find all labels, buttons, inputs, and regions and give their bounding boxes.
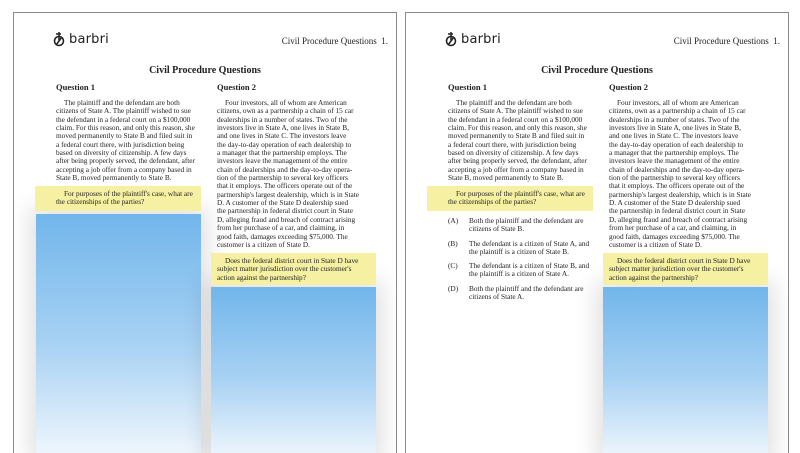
text-line: a federal court there, with jurisdiction being — [448, 139, 577, 149]
text-line: Both the plaintiff and the defendant are — [469, 283, 584, 293]
text-line: citizens of State B. — [469, 224, 525, 234]
text-line: citizens, own as a partnership a chain of 15 car — [609, 106, 746, 116]
logo-text: barbri — [461, 31, 501, 47]
question2-heading: Question 2 — [609, 82, 648, 92]
text-line: the partnership in federal district court in State — [217, 206, 353, 216]
text-line: For purposes of the plaintiff's case, what are — [456, 189, 585, 198]
question2-body — [217, 99, 359, 249]
text-line: State B, moved permanently to State B. — [56, 173, 172, 183]
page-title: Civil Procedure Questions — [149, 65, 261, 76]
text-line: D. A customer of the State D dealership sued — [217, 198, 349, 208]
logo-text: barbri — [69, 31, 109, 47]
text-line: citizens, own as a partnership a chain of 15 car — [217, 106, 354, 116]
text-line: and one lives in State C. The investors leave — [217, 131, 347, 141]
page-answers-revealed — [405, 12, 789, 453]
text-line: dealerships in a number of states. Two of the — [217, 114, 348, 124]
text-line: the defendant in a federal court on a $100,000 — [56, 114, 191, 124]
text-line: tion of the partnership to several key officers — [217, 173, 348, 183]
text-line: after being properly served, the defendant, after — [448, 156, 587, 166]
text-line: the day-to-day operation of each dealership to — [609, 139, 744, 149]
text-line: from her purchase of a car, and claiming, in — [217, 223, 345, 233]
text-line: based on diversity of citizenship. A few days — [448, 148, 579, 158]
option-text — [469, 240, 589, 257]
text-line: from her purchase of a car, and claiming, in — [609, 223, 737, 233]
text-line: the day-to-day operation of each dealership to — [217, 139, 352, 149]
question1-prompt — [35, 186, 201, 207]
text-line: good faith, damages exceeding $75,000. The — [609, 231, 740, 241]
text-line: chain of dealerships and the day-to-day opera- — [217, 164, 353, 174]
text-line: customer is a citizen of State D. — [609, 239, 703, 249]
question2-answer-cover[interactable] — [211, 287, 376, 453]
barbri-logo-icon — [444, 31, 458, 47]
text-line: partnership's largest dealership, which is in State — [609, 189, 752, 199]
text-line: citizens of State A. — [469, 291, 525, 301]
barbri-logo — [444, 31, 501, 47]
text-line: the citizenships of the parties? — [56, 197, 145, 207]
text-line: The defendant is a citizen of State B, and — [469, 261, 590, 270]
question2-prompt — [603, 253, 768, 282]
text-line: action against the partnership? — [217, 272, 306, 282]
page-answers-hidden — [13, 12, 397, 453]
question1-prompt-highlight — [427, 186, 593, 211]
text-line: a manager that the partnership employs. The — [217, 148, 347, 158]
text-line: D, alleging fraud and breach of contract arising — [609, 214, 748, 224]
page-number: 1. — [773, 36, 780, 46]
text-line: that it employs. The officers operate out of the — [609, 181, 745, 191]
text-line: Both the plaintiff and the defendant are — [469, 216, 584, 225]
text-line: investors leave the management of the entire — [217, 156, 348, 166]
option-text — [469, 285, 584, 302]
question1-answer-cover[interactable] — [36, 214, 201, 453]
text-line: tion of the partnership to several key officers — [609, 173, 740, 183]
page-number: 1. — [381, 36, 388, 46]
text-line: accepting a job offer from a company based in — [448, 164, 584, 174]
text-line: For purposes of the plaintiff's case, what are — [64, 189, 193, 198]
text-line: investors leave the management of the entire — [609, 156, 740, 166]
text-line: good faith, damages exceeding $75,000. The — [217, 231, 348, 241]
text-line: Does the federal district court in State D have — [225, 256, 359, 265]
text-line: Four investors, all of whom are American — [617, 98, 739, 107]
option-label: (A) — [448, 216, 459, 225]
question1-body — [448, 99, 587, 182]
question2-prompt — [211, 253, 376, 282]
text-line: partnership's largest dealership, which is in State — [217, 189, 360, 199]
text-line: after being properly served, the defendant, after — [56, 156, 195, 166]
question2-prompt-highlight — [603, 253, 768, 285]
text-line: dealerships in a number of states. Two of the — [609, 114, 740, 124]
question1-prompt-highlight — [35, 186, 201, 211]
text-line: claim. For this reason, and only this reason, she — [56, 123, 195, 133]
question2-answer-cover[interactable] — [603, 287, 768, 453]
text-line: citizens of State A. The plaintiff wished to sue — [56, 106, 191, 116]
text-line: investors live in State A, one lives in State B, — [217, 123, 349, 133]
text-line: the citizenships of the parties? — [448, 197, 537, 207]
text-line: Does the federal district court in State D have — [617, 256, 751, 265]
text-line: action against the partnership? — [609, 272, 698, 282]
question1-heading: Question 1 — [448, 82, 487, 92]
text-line: based on diversity of citizenship. A few days — [56, 148, 187, 158]
text-line: that it employs. The officers operate out of the — [217, 181, 353, 191]
text-line: D, alleging fraud and breach of contract arising — [217, 214, 356, 224]
text-line: The plaintiff and the defendant are both — [456, 98, 572, 107]
running-header — [674, 36, 780, 46]
text-line: subject matter jurisdiction over the customer's — [609, 264, 744, 274]
text-line: a federal court there, with jurisdiction being — [56, 139, 185, 149]
text-line: Four investors, all of whom are American — [225, 98, 347, 107]
text-line: the partnership in federal district court in State — [609, 206, 745, 216]
text-line: accepting a job offer from a company based in — [56, 164, 192, 174]
text-line: the plaintiff is a citizen of State A. — [469, 269, 569, 279]
question1-heading: Question 1 — [56, 82, 95, 92]
text-line: D. A customer of the State D dealership sued — [609, 198, 741, 208]
text-line: the plaintiff is a citizen of State B. — [469, 246, 569, 256]
running-header — [282, 36, 388, 46]
question1-body — [56, 99, 195, 182]
text-line: chain of dealerships and the day-to-day opera- — [609, 164, 745, 174]
text-line: The defendant is a citizen of State A, and — [469, 238, 590, 248]
text-line: subject matter jurisdiction over the customer's — [217, 264, 352, 274]
question2-body — [609, 99, 751, 249]
text-line: moved permanently to State B and filed suit in — [56, 131, 193, 141]
barbri-logo-icon — [52, 31, 66, 47]
text-line: customer is a citizen of State D. — [217, 239, 311, 249]
question2-prompt-highlight — [211, 253, 376, 285]
question2-heading: Question 2 — [217, 82, 256, 92]
option-text — [469, 217, 584, 234]
text-line: State B, moved permanently to State B. — [448, 173, 564, 183]
text-line: moved permanently to State B and filed suit in — [448, 131, 585, 141]
question1-prompt — [427, 186, 593, 207]
running-title: Civil Procedure Questions — [673, 36, 769, 46]
option-label: (C) — [448, 261, 458, 270]
text-line: claim. For this reason, and only this reason, she — [448, 123, 587, 133]
barbri-logo — [52, 31, 109, 47]
option-text — [469, 262, 589, 279]
running-title: Civil Procedure Questions — [281, 36, 377, 46]
page-title: Civil Procedure Questions — [541, 65, 653, 76]
text-line: investors live in State A, one lives in State B, — [609, 123, 741, 133]
text-line: the defendant in a federal court on a $100,000 — [448, 114, 583, 124]
option-label: (D) — [448, 283, 459, 293]
option-label: (B) — [448, 238, 458, 248]
text-line: and one lives in State C. The investors leave — [609, 131, 739, 141]
text-line: citizens of State A. The plaintiff wished to sue — [448, 106, 583, 116]
text-line: a manager that the partnership employs. The — [609, 148, 739, 158]
text-line: The plaintiff and the defendant are both — [64, 98, 180, 107]
